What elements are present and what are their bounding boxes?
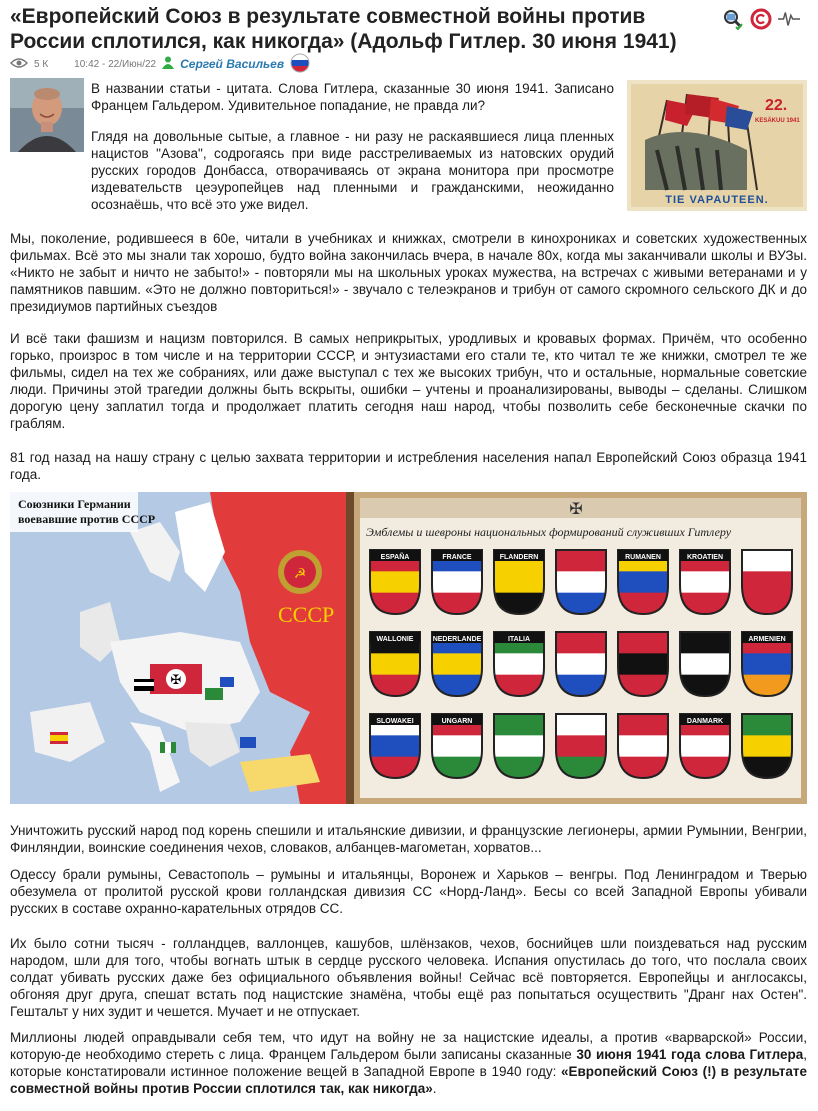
svg-text:✠: ✠ bbox=[569, 499, 583, 518]
user-icon bbox=[162, 56, 174, 72]
emblem-shield bbox=[556, 550, 606, 615]
p9-text-a: Миллионы людей оправдывали себя тем, что идут на войну не за нацистские идеалы, а против «варварской» России, которую-де необходимо стереть с лица. Францем Гальдером были записаны сказанные bbox=[10, 1030, 807, 1062]
emblem-shield bbox=[742, 714, 792, 779]
map-left-title-1: Союзники Германии bbox=[18, 497, 131, 511]
paragraph-6: Уничтожить русский народ под корень спешили и итальянские дивизии, и французские легионеры, армии Румынии, Венгрии, Финляндии, воинские соединения чехов, словаков, албанцев-магометан, хорватов... bbox=[10, 823, 807, 855]
emblem-shield bbox=[742, 632, 792, 697]
emblem-label: ESPAÑA bbox=[380, 554, 410, 561]
emblem-shield bbox=[370, 632, 420, 697]
inspect-icon[interactable] bbox=[722, 8, 744, 30]
emblem-shield bbox=[618, 714, 668, 779]
svg-text:✠: ✠ bbox=[170, 673, 182, 688]
poster-month: KESÄKUU 1941 bbox=[755, 118, 800, 124]
author-avatar[interactable] bbox=[10, 78, 84, 152]
p9-text-e: . bbox=[432, 1081, 437, 1096]
emblem-shield bbox=[494, 550, 544, 615]
svg-text:☭: ☭ bbox=[293, 566, 307, 582]
emblem-label: ARMENIEN bbox=[748, 636, 786, 643]
emblem-shield bbox=[618, 632, 668, 697]
flag-icon bbox=[290, 53, 310, 76]
article-title: «Европейский Союз в результате совместной войны против России сплотился, как никогда» (Адольф Гитлер. 30 июня 1941) bbox=[10, 5, 677, 53]
copyright-icon[interactable] bbox=[750, 8, 772, 30]
emblem-shield bbox=[742, 550, 792, 615]
map-left-title-2: воевавшие против СССР bbox=[18, 512, 156, 526]
emblem-shield bbox=[494, 632, 544, 697]
p9-bold-quote: «Европейский Союз (!) в результате совместной войны против России сплотился так, как никогда» bbox=[10, 1064, 807, 1096]
paragraph-intro: В названии статьи - цитата. Слова Гитлера, сказанные 30 июня 1941. Записано Францем Гальдером. Удивительное попадание, не правда ли? bbox=[91, 81, 614, 113]
emblem-shield bbox=[494, 714, 544, 779]
emblem-label: KROATIEN bbox=[686, 554, 724, 561]
emblem-label: UNGARN bbox=[441, 718, 473, 725]
emblem-shield bbox=[432, 550, 482, 615]
emblem-shield bbox=[618, 550, 668, 615]
paragraph-5: 81 год назад на нашу страну с целью захвата территории и истребления населения напал Европейский Союз образца 1941 года. bbox=[10, 450, 807, 482]
paragraph-3: Мы, поколение, родившееся в 60е, читали в учебниках и книжках, смотрели в кинохрониках и советских художественных фильмах. Всё это мы знали так хорошо, будто война закончилась вчера, в начале 80х, когда мы заканчивали школы и ВУЗы. «Никто не забыт и ничто не забыто!» - повторяли мы на школьных уроках мужества, на встречах с живыми ветеранами и у памятников павшим. «Это не должно повториться!» - звучало с телеэкранов и трибун от самого скромного сельского ДК и до президиумов партийных съездов bbox=[10, 231, 807, 314]
views-count: 5 К bbox=[34, 58, 49, 70]
ussr-label: СССР bbox=[278, 602, 335, 627]
post-datetime: 10:42 - 22/Июн/22 bbox=[74, 58, 157, 70]
emblems-title: Эмблемы и шевроны национальных формирований служивших Гитлеру bbox=[366, 525, 732, 539]
paragraph-8: Их было сотни тысяч - голландцев, валлонцев, кашубов, шлёнзаков, чехов, боснийцев шли поиздеваться над русским народом, шли для того, чтобы вогнать штык в сердце русского человека. Испания опустилась до того, что послала своих солдат убивать русских даже без официального объявления войны! Сейчас всё повторяется. Европейцы и англосаксы, обгоняя друг друга, спешат встать под нацистские знамёна, чтобы ещё раз попытаться осуществить "Дранг нах Остен". Гештальт у них зудит и чешется. Мучает и не отпускает. bbox=[10, 936, 807, 1019]
p9-text-c: , которые констатировали истинное положение вещей в Западной Европе в 1940 году: bbox=[10, 1047, 807, 1079]
emblem-label: WALLONIE bbox=[376, 636, 414, 643]
poster-caption: TIE VAPAUTEEN. bbox=[665, 194, 769, 206]
paragraph-7: Одессу брали румыны, Севастополь – румыны и итальянцы, Воронеж и Харьков – венгры. Под Ленинградом и Тверью обезумела от пролитой русской крови голландская дивизия СС «Норд-Ланд». Бесы со всей Западной Европы убивали русских в составе охранно-карательных отрядов СС. bbox=[10, 867, 807, 916]
emblem-shield bbox=[370, 714, 420, 779]
emblem-label: FLANDERN bbox=[499, 554, 539, 561]
emblem-label: ITALIA bbox=[507, 636, 531, 643]
eye-icon bbox=[10, 57, 28, 72]
pulse-icon[interactable] bbox=[778, 8, 800, 30]
poster-date: 22. bbox=[765, 97, 788, 114]
emblem-shield bbox=[680, 550, 730, 615]
article-meta bbox=[10, 56, 310, 72]
emblem-shield bbox=[680, 632, 730, 697]
emblem-shield bbox=[370, 550, 420, 615]
p9-bold-date: 30 июня 1941 года слова Гитлера bbox=[576, 1047, 804, 1062]
paragraph-9 bbox=[10, 1029, 807, 1097]
emblem-shield bbox=[432, 632, 482, 697]
emblem-shield bbox=[556, 632, 606, 697]
emblem-label: FRANCE bbox=[442, 554, 472, 561]
map-emblems-image bbox=[10, 492, 807, 804]
paragraph-4: И всё таки фашизм и нацизм повторился. В самых неприкрытых, уродливых и кровавых формах. Причём, что особенно горько, произрос в том числе и на территории СССР, и энтузиастами его стали те, кто читал те же книжки, смотрел те же фильмы, сидел на тех же собраниях, или даже выступал с тех же высоких трибун, что и остальные, нормальные советские люди. Причины этой трагедии должны быть вскрыты, ошибки – учтены и проанализированы, выводы – сделаны. Слишком дорогую цену заплатил тогда и продолжает платить сегодня наш народ, чтобы позволить себе бесконечные скачки по граблям. bbox=[10, 331, 807, 431]
emblem-label: SLOWAKEI bbox=[376, 718, 414, 725]
war-poster-image bbox=[627, 80, 807, 211]
emblem-label: RUMANEN bbox=[625, 554, 661, 561]
emblem-shield bbox=[432, 714, 482, 779]
toolbar-icons bbox=[722, 8, 800, 30]
author-link[interactable]: Сергей Васильев bbox=[180, 57, 285, 71]
emblem-shield bbox=[556, 714, 606, 779]
emblem-label: DANMARK bbox=[686, 718, 724, 725]
emblem-shield bbox=[680, 714, 730, 779]
emblem-label: NEDERLANDE bbox=[432, 636, 482, 643]
paragraph-2: Глядя на довольные сытые, а главное - ни разу не раскаявшиеся лица пленных нацистов "Азова", содрогаясь при виде расстреливаемых из натовских орудий русских городов Донбасса, отворачиваясь от экрана монитора при просмотре издевательств цеэуропейцев над пленными и гражданскими, неожиданно осознаёшь, что всё это уже видел. bbox=[91, 129, 614, 212]
